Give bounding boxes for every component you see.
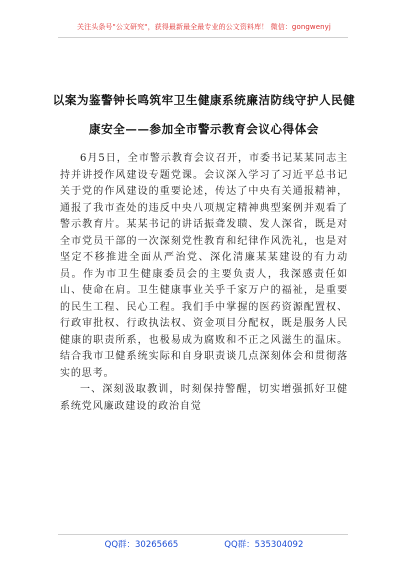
header-divider <box>58 37 348 38</box>
document-title-line-1: 以案为鉴警钟长鸣筑牢卫生健康系统廉洁防线守护人民健 <box>52 93 356 107</box>
header-banner: 关注头条号"公文研究"，获得最新最全最专业的公文资料库！ 微信：gongwenyj <box>77 23 331 31</box>
footer <box>0 538 408 550</box>
footer-qq-group-2: QQ群：535304092 <box>224 540 304 550</box>
document-title-line-2: 康安全——参加全市警示教育会议心得体会 <box>89 122 319 136</box>
document-body <box>60 151 348 415</box>
footer-qq-group-1: QQ群：30265665 <box>104 540 179 550</box>
footer-divider <box>58 534 348 535</box>
body-paragraph-2: 一、深刻汲取教训，时刻保持警醒，切实增强抓好卫健系统党风廉政建设的政治自觉 <box>60 384 348 412</box>
body-paragraph-1: 6月5日，全市警示教育会议召开，市委书记某某同志主持并讲授作风建设专题党课。会议深入学习了习近平总书记关于党的作风建设的重要论述，传达了中央有关通报精神，通报了我市查处的违反中央八项规定精神典型案例并观看了警示教育片。某某书记的讲话振聋发聩、发人深省，既是对全市党员干部的一次深刻党性教育和纪律作风洗礼，也是对坚定不移推进全面从严治党、深化清廉某某建设的有力动员。作为市卫生健康委员会的主要负责人，我深感责任如山、使命在肩。卫生健康事业关乎千家万户的福祉，是重要的民生工程、民心工程。我们手中掌握的医药资源配置权、行政审批权、行政执法权、资金项目分配权，既是服务人民健康的职责所系，也极易成为腐败和不正之风滋生的温床。结合我市卫健系统实际和自身职责谈几点深刻体会和贯彻落实的思考。 <box>60 153 348 379</box>
